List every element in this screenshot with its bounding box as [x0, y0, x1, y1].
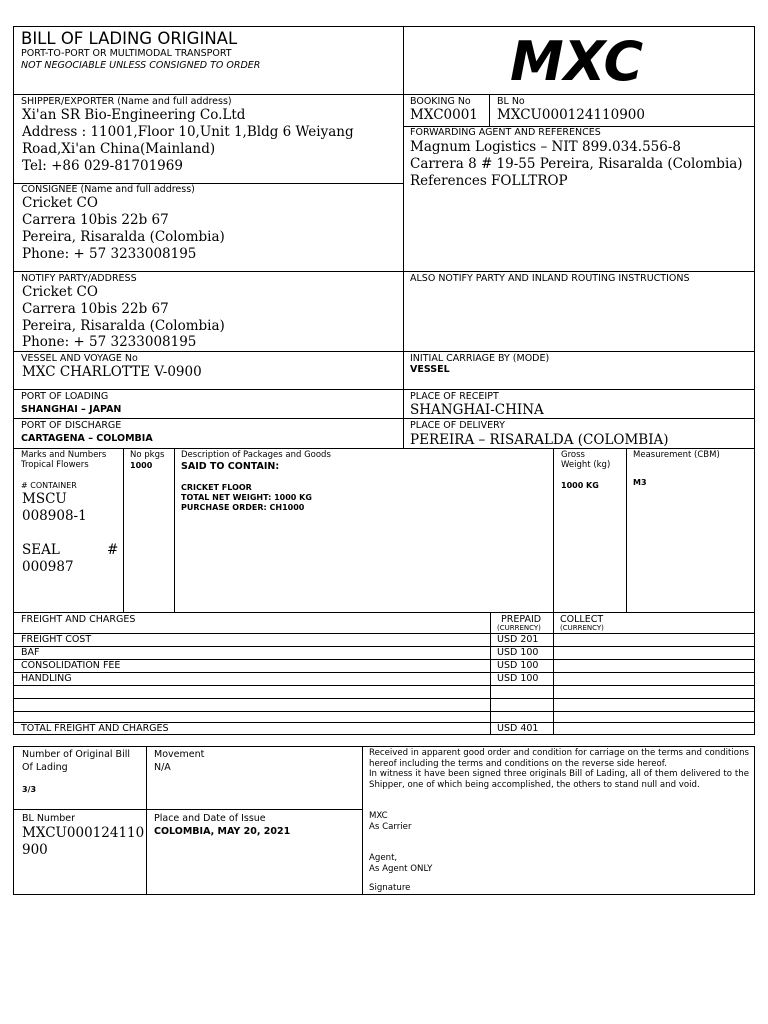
- place-receipt-box: [403, 389, 755, 419]
- prepaid-divider: [490, 613, 491, 735]
- header-logo-box: [403, 26, 755, 95]
- place-delivery-box: [403, 418, 755, 449]
- forwarding-line: Carrera 8 # 19-55 Pereira, Risaralda (Colombia): [410, 156, 743, 172]
- row-divider: [14, 659, 755, 660]
- charge-name: HANDLING: [21, 673, 72, 684]
- description-label: Description of Packages and Goods: [181, 450, 331, 460]
- movement-value: N/A: [154, 762, 171, 773]
- bl-number-box: [13, 809, 147, 895]
- row-divider: [14, 685, 755, 686]
- bl-number-value: MXCU000124110: [22, 825, 145, 841]
- collect-divider: [553, 613, 554, 735]
- shipper-line: Tel: +86 029-81701969: [22, 158, 183, 174]
- originals-box: [13, 746, 147, 810]
- total-freight-label: TOTAL FREIGHT AND CHARGES: [21, 723, 169, 734]
- carrier-role: As Carrier: [369, 822, 412, 832]
- port-loading-box: [13, 389, 404, 419]
- notify-line: Cricket CO: [22, 284, 98, 300]
- consignee-label: CONSIGNEE (Name and full address): [21, 184, 195, 195]
- shipper-line: Xi'an SR Bio-Engineering Co.Ltd: [22, 107, 246, 123]
- vessel-label: VESSEL AND VOYAGE No: [21, 353, 138, 364]
- charge-name: BAF: [21, 647, 40, 658]
- prepaid-currency: (CURRENCY): [497, 624, 541, 632]
- said-to-contain: SAID TO CONTAIN:: [181, 461, 280, 472]
- terms-box: [362, 746, 755, 895]
- row-divider: [14, 633, 755, 634]
- document-title: BILL OF LADING ORIGINAL: [21, 29, 238, 48]
- agent-role: As Agent ONLY: [369, 864, 433, 874]
- issue-box: [146, 809, 363, 895]
- port-discharge-label: PORT OF DISCHARGE: [21, 420, 122, 431]
- port-discharge-box: [13, 418, 404, 449]
- notify-line: Phone: + 57 3233008195: [22, 334, 197, 350]
- booking-value: MXC0001: [410, 107, 478, 123]
- notify-box: [13, 271, 404, 352]
- description-line: PURCHASE ORDER: CH1000: [181, 503, 305, 512]
- issue-label: Place and Date of Issue: [154, 813, 266, 824]
- bl-no-value: MXCU000124110900: [497, 107, 645, 123]
- measurement-value: M3: [633, 478, 647, 487]
- originals-label: Number of Original Bill: [22, 749, 130, 760]
- booking-label: BOOKING No: [410, 96, 471, 107]
- vessel-value: MXC CHARLOTTE V-0900: [22, 364, 202, 380]
- seal-label: SEAL: [22, 542, 60, 558]
- container-number: MSCU: [22, 491, 67, 507]
- weight-box: [553, 448, 627, 613]
- originals-sublabel: Of Lading: [22, 762, 68, 773]
- place-delivery-value: PEREIRA – RISARALDA (COLOMBIA): [410, 432, 669, 448]
- marks-box: [13, 448, 124, 613]
- row-divider: [14, 672, 755, 673]
- description-line: TOTAL NET WEIGHT: 1000 KG: [181, 493, 312, 502]
- terms-text: Received in apparent good order and condition for carriage on the terms and conditions hereof including the terms and conditions on the reverse side hereof.: [369, 748, 749, 769]
- forwarding-line: Magnum Logistics – NIT 899.034.556-8: [410, 139, 682, 155]
- booking-box: [403, 94, 490, 127]
- measurement-label: Measurement (CBM): [633, 450, 720, 460]
- movement-label: Movement: [154, 749, 205, 760]
- collect-currency: (CURRENCY): [560, 624, 604, 632]
- charge-name: CONSOLIDATION FEE: [21, 660, 121, 671]
- witness-text: In witness it have been signed three originals Bill of Lading, all of them delivered to the Shipper, one of which being accomplished, the others to stand null and void.: [369, 769, 749, 790]
- row-divider: [14, 646, 755, 647]
- total-freight-value: USD 401: [497, 723, 539, 734]
- document-subtitle: PORT-TO-PORT OR MULTIMODAL TRANSPORT: [21, 48, 232, 59]
- place-receipt-label: PLACE OF RECEIPT: [410, 391, 499, 402]
- consignee-line: Cricket CO: [22, 195, 98, 211]
- initial-carriage-box: [403, 351, 755, 390]
- also-notify-box: [403, 271, 755, 352]
- description-line: CRICKET FLOOR: [181, 483, 252, 492]
- weight-value: 1000 KG: [561, 481, 599, 490]
- initial-carriage-value: VESSEL: [410, 364, 450, 375]
- row-divider: [14, 698, 755, 699]
- freight-table: [13, 612, 755, 735]
- bl-number-value: 900: [22, 842, 48, 858]
- weight-sublabel: Weight (kg): [561, 460, 611, 470]
- consignee-line: Phone: + 57 3233008195: [22, 246, 197, 262]
- charge-prepaid: USD 100: [497, 673, 539, 684]
- collect-label: COLLECT: [560, 614, 604, 625]
- consignee-box: [13, 183, 404, 272]
- issue-value: COLOMBIA, MAY 20, 2021: [154, 826, 291, 837]
- measurement-box: [626, 448, 755, 613]
- pkgs-value: 1000: [130, 461, 153, 470]
- seal-number: 000987: [22, 559, 74, 575]
- port-discharge-value: CARTAGENA – COLOMBIA: [21, 433, 153, 444]
- charge-prepaid: USD 100: [497, 660, 539, 671]
- container-label: # CONTAINER: [21, 481, 77, 490]
- consignee-line: Carrera 10bis 22b 67: [22, 212, 169, 228]
- notify-line: Pereira, Risaralda (Colombia): [22, 318, 225, 334]
- company-logo: MXC: [510, 30, 644, 93]
- pkgs-box: [123, 448, 175, 613]
- port-loading-label: PORT OF LOADING: [21, 391, 109, 402]
- carrier-name: MXC: [369, 811, 388, 821]
- charge-prepaid: USD 100: [497, 647, 539, 658]
- prepaid-label: PREPAID: [501, 614, 542, 625]
- port-loading-value: SHANGHAI – JAPAN: [21, 404, 122, 415]
- agent-label: Agent,: [369, 853, 398, 863]
- forwarding-line: References FOLLTROP: [410, 173, 568, 189]
- place-delivery-label: PLACE OF DELIVERY: [410, 420, 505, 431]
- movement-box: [146, 746, 363, 810]
- initial-carriage-label: INITIAL CARRIAGE BY (MODE): [410, 353, 550, 364]
- consignee-line: Pereira, Risaralda (Colombia): [22, 229, 225, 245]
- freight-label: FREIGHT AND CHARGES: [21, 614, 136, 625]
- notify-label: NOTIFY PARTY/ADDRESS: [21, 273, 137, 284]
- marks-sublabel: Tropical Flowers: [21, 460, 89, 470]
- vessel-box: [13, 351, 404, 390]
- charge-prepaid: USD 201: [497, 634, 539, 645]
- shipper-line: Road,Xi'an China(Mainland): [22, 141, 216, 157]
- negotiable-note: NOT NEGOCIABLE UNLESS CONSIGNED TO ORDER: [21, 60, 261, 71]
- notify-line: Carrera 10bis 22b 67: [22, 301, 169, 317]
- shipper-line: Address : 11001,Floor 10,Unit 1,Bldg 6 Weiyang: [22, 124, 354, 140]
- shipper-box: [13, 94, 404, 184]
- description-box: [174, 448, 554, 613]
- signature-label: Signature: [369, 883, 411, 893]
- originals-value: 3/3: [22, 785, 37, 794]
- row-divider: [14, 711, 755, 712]
- pkgs-label: No pkgs: [130, 450, 165, 460]
- container-number: 008908-1: [22, 508, 87, 524]
- charge-name: FREIGHT COST: [21, 634, 92, 645]
- forwarding-label: FORWARDING AGENT AND REFERENCES: [410, 127, 601, 138]
- seal-hash: #: [107, 542, 119, 558]
- header-title-box: [13, 26, 404, 95]
- marks-label: Marks and Numbers: [21, 450, 107, 460]
- weight-label: Gross: [561, 450, 585, 460]
- bl-no-label: BL No: [497, 96, 525, 107]
- bl-no-box: [489, 94, 755, 127]
- place-receipt-value: SHANGHAI-CHINA: [410, 402, 544, 418]
- also-notify-label: ALSO NOTIFY PARTY AND INLAND ROUTING INSTRUCTIONS: [410, 273, 690, 284]
- shipper-label: SHIPPER/EXPORTER (Name and full address): [21, 96, 232, 107]
- forwarding-box: [403, 126, 755, 272]
- bl-number-label: BL Number: [22, 813, 75, 824]
